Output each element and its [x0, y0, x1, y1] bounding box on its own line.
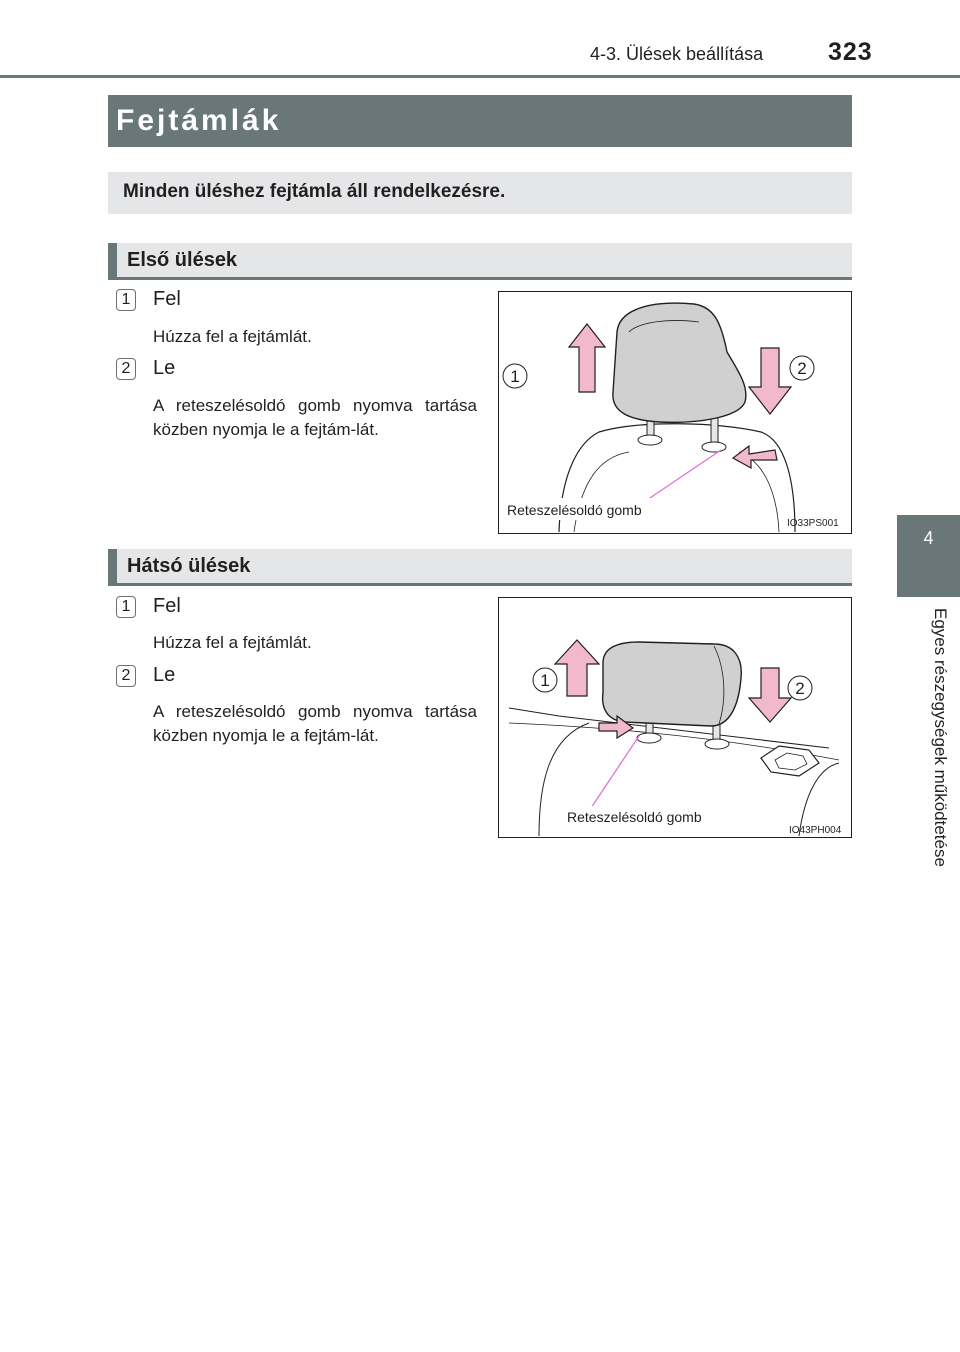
item-label-down: Le: [153, 357, 176, 379]
item-number: 2: [116, 358, 136, 380]
item-text-up: Húzza fel a fejtámlát.: [153, 633, 312, 652]
headrest: [603, 642, 742, 726]
belt-cover: [761, 746, 819, 776]
page-title: Fejtámlák: [116, 104, 282, 137]
section-heading-rear: Hátsó ülések: [127, 555, 251, 577]
up-arrow: [555, 640, 599, 696]
item-label-up: Fel: [153, 288, 181, 310]
stay-guide-release: [702, 442, 726, 452]
down-arrow: [749, 668, 791, 722]
callout-2: 2: [795, 679, 805, 698]
figure-code: IO33PS001: [787, 518, 839, 529]
item-text-down: A reteszelésoldó gomb nyomva tartása közben nyomja le a fejtám-lát.: [153, 396, 477, 439]
stay-guide: [705, 739, 729, 749]
release-button-label: Reteszelésoldó gomb: [567, 809, 702, 825]
callout-1: 1: [540, 671, 550, 690]
section-heading-bar: [108, 549, 117, 583]
down-arrow: [749, 348, 791, 414]
stay-guide: [638, 435, 662, 445]
rear-headrest-figure: [498, 597, 852, 838]
item-number: 1: [116, 289, 136, 311]
item-text-up: Húzza fel a fejtámlát.: [153, 327, 312, 346]
figure-code: IO43PH004: [789, 825, 842, 836]
item-text-down: A reteszelésoldó gomb nyomva tartása közben nyomja le a fejtám-lát.: [153, 702, 477, 745]
section-heading-front: Első ülések: [127, 249, 238, 271]
callout-1: 1: [510, 367, 520, 386]
callout-2: 2: [797, 359, 807, 378]
label-pointer: [644, 450, 721, 502]
release-button-label: Reteszelésoldó gomb: [507, 502, 642, 518]
intro-text: Minden üléshez fejtámla áll rendelkezésre.: [123, 181, 506, 202]
release-push-arrow: [733, 446, 777, 468]
item-label-up: Fel: [153, 595, 181, 617]
front-headrest-illustration: [499, 292, 851, 533]
item-number: 2: [116, 665, 136, 687]
chapter-number: 4: [923, 528, 934, 548]
label-pointer: [591, 736, 639, 808]
item-number: 1: [116, 596, 136, 618]
front-headrest-figure: [498, 291, 852, 534]
up-arrow: [569, 324, 605, 392]
page-number: 323: [828, 38, 873, 66]
item-label-down: Le: [153, 664, 176, 686]
header-rule: [0, 75, 960, 78]
section-header: 4-3. Ülések beállítása: [590, 44, 764, 64]
section-heading-bar: [108, 243, 117, 277]
headrest: [613, 303, 746, 422]
rear-headrest-illustration: [499, 598, 851, 837]
stay-guide-release: [637, 733, 661, 743]
chapter-title: Egyes részegységek működtetése: [931, 608, 950, 867]
